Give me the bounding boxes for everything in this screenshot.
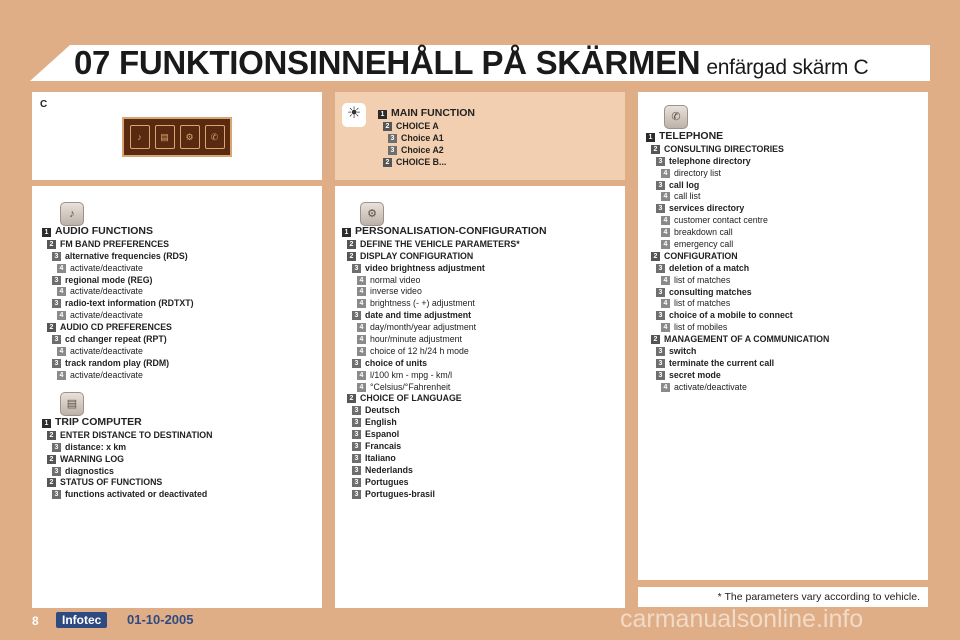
menu-item-label: activate/deactivate — [674, 381, 747, 392]
level-badge: 4 — [57, 311, 66, 320]
level-badge: 4 — [661, 240, 670, 249]
level-badge: 3 — [52, 335, 61, 344]
menu-item-label: activate/deactivate — [70, 345, 143, 356]
sun-icon: ☀ — [342, 103, 366, 127]
footnote: * The parameters vary according to vehicle. — [717, 591, 920, 603]
level-badge: 3 — [52, 276, 61, 285]
level-badge: 4 — [357, 371, 366, 380]
level-badge: 4 — [357, 299, 366, 308]
footnote-panel — [638, 587, 928, 607]
menu-item-label: MAIN FUNCTION — [391, 107, 475, 119]
menu-item-label: DISPLAY CONFIGURATION — [360, 250, 474, 261]
level-badge: 3 — [352, 454, 361, 463]
menu-item-label: CONFIGURATION — [664, 250, 738, 261]
level-badge: 4 — [357, 287, 366, 296]
menu-item-label: Portugues-brasil — [365, 488, 435, 499]
menu-item-label: distance: x km — [65, 441, 127, 452]
menu-item-label: list of matches — [674, 274, 731, 285]
menu-item-label: choice of 12 h/24 h mode — [370, 345, 469, 356]
menu-item-label: Espanol — [365, 429, 400, 440]
footer-date: 01-10-2005 — [127, 612, 194, 627]
menu-item-label: Italiano — [365, 452, 396, 463]
menu-item-label: Deutsch — [365, 405, 400, 416]
page-number: 8 — [32, 614, 39, 628]
monochrome-screen-image — [122, 117, 232, 157]
menu-item-label: customer contact centre — [674, 215, 768, 226]
menu-item-label: ENTER DISTANCE TO DESTINATION — [60, 429, 213, 440]
level-badge: 4 — [357, 276, 366, 285]
menu-item-label: AUDIO FUNCTIONS — [55, 225, 153, 237]
level-badge: 3 — [656, 204, 665, 213]
menu-item-label: Choice A2 — [401, 144, 444, 155]
menu-item-label: services directory — [669, 203, 745, 214]
brand-logo: Infotec — [56, 612, 107, 628]
level-badge: 4 — [661, 216, 670, 225]
menu-item-label: activate/deactivate — [70, 369, 143, 380]
level-badge: 4 — [661, 169, 670, 178]
level-badge: 2 — [47, 478, 56, 487]
audio-icon: ♪ — [130, 125, 150, 149]
level-badge: 1 — [342, 228, 351, 237]
level-badge: 3 — [388, 146, 397, 155]
menu-item-label: call list — [674, 191, 701, 202]
level-badge: 4 — [57, 287, 66, 296]
menu-item-label: WARNING LOG — [60, 453, 125, 464]
level-badge: 3 — [52, 443, 61, 452]
level-badge: 3 — [352, 418, 361, 427]
level-badge: 2 — [651, 252, 660, 261]
level-badge: 3 — [352, 359, 361, 368]
level-badge: 2 — [47, 455, 56, 464]
menu-item-label: activate/deactivate — [70, 310, 143, 321]
phone-icon: ✆ — [664, 105, 688, 129]
level-badge: 3 — [52, 299, 61, 308]
menu-item-label: CHOICE A — [396, 120, 439, 131]
menu-item-label: radio-text information (RDTXT) — [65, 298, 194, 309]
audio-icon: ♪ — [60, 202, 84, 226]
menu-item-label: day/month/year adjustment — [370, 322, 477, 333]
level-badge: 3 — [656, 359, 665, 368]
menu-item-label: activate/deactivate — [70, 262, 143, 273]
menu-item-label: regional mode (REG) — [65, 274, 153, 285]
menu-item-label: terminate the current call — [669, 357, 775, 368]
menu-item-label: consulting matches — [669, 286, 752, 297]
level-badge: 4 — [661, 192, 670, 201]
level-badge: 4 — [661, 299, 670, 308]
level-badge: 4 — [357, 347, 366, 356]
menu-item-label: Francais — [365, 441, 402, 452]
menu-item-label: DEFINE THE VEHICLE PARAMETERS* — [360, 238, 520, 249]
level-badge: 4 — [357, 383, 366, 392]
menu-item-label: l/100 km - mpg - km/l — [370, 369, 453, 380]
menu-item-label: PERSONALISATION-CONFIGURATION — [355, 225, 547, 237]
menu-item-label: hour/minute adjustment — [370, 334, 462, 345]
menu-item-label: video brightness adjustment — [365, 262, 485, 273]
level-badge: 3 — [352, 264, 361, 273]
level-badge: 2 — [47, 431, 56, 440]
menu-item-label: CHOICE OF LANGUAGE — [360, 393, 462, 404]
level-badge: 4 — [57, 371, 66, 380]
menu-item-label: °Celsius/°Fahrenheit — [370, 381, 451, 392]
level-badge: 2 — [347, 252, 356, 261]
level-badge: 2 — [651, 145, 660, 154]
level-badge: 4 — [357, 335, 366, 344]
level-badge: 3 — [52, 359, 61, 368]
menu-item-label: list of mobiles — [674, 322, 728, 333]
page-title: 07 FUNKTIONSINNEHÅLL PÅ SKÄRMEN enfärgad skärm C — [74, 44, 869, 81]
level-badge: 3 — [656, 157, 665, 166]
level-badge: 3 — [656, 264, 665, 273]
menu-item-label: normal video — [370, 274, 421, 285]
menu-item-label: choice of a mobile to connect — [669, 310, 793, 321]
menu-item-label: brightness (- +) adjustment — [370, 298, 475, 309]
level-badge: 3 — [656, 311, 665, 320]
menu-item-label: FM BAND PREFERENCES — [60, 238, 169, 249]
menu-item-label: AUDIO CD PREFERENCES — [60, 322, 172, 333]
level-badge: 3 — [52, 490, 61, 499]
level-badge: 3 — [52, 252, 61, 261]
menu-item-label: telephone directory — [669, 155, 751, 166]
legend-panel — [335, 92, 625, 180]
level-badge: 2 — [383, 122, 392, 131]
menu-item-label: Portugues — [365, 476, 409, 487]
level-badge: 2 — [383, 158, 392, 167]
menu-item-label: cd changer repeat (RPT) — [65, 334, 167, 345]
level-badge: 3 — [352, 466, 361, 475]
menu-item-label: functions activated or deactivated — [65, 489, 208, 500]
menu-item-label: list of matches — [674, 298, 731, 309]
level-badge: 3 — [656, 347, 665, 356]
menu-item-label: STATUS OF FUNCTIONS — [60, 477, 163, 488]
trip-computer-icon: ▤ — [60, 392, 84, 416]
watermark: carmanualsonline.info — [620, 605, 864, 633]
level-badge: 3 — [656, 288, 665, 297]
menu-item-label: call log — [669, 179, 700, 190]
menu-item-label: track random play (RDM) — [65, 357, 170, 368]
settings-icon: ⚙ — [360, 202, 384, 226]
level-badge: 2 — [347, 240, 356, 249]
menu-item-label: alternative frequencies (RDS) — [65, 250, 188, 261]
menu-item-label: choice of units — [365, 357, 428, 368]
menu-item-label: secret mode — [669, 369, 721, 380]
level-badge: 4 — [661, 228, 670, 237]
level-badge: 2 — [651, 335, 660, 344]
menu-item-label: CONSULTING DIRECTORIES — [664, 143, 784, 154]
level-badge: 1 — [42, 419, 51, 428]
menu-item-label: TRIP COMPUTER — [55, 416, 142, 428]
menu-item-label: deletion of a match — [669, 262, 750, 273]
level-badge: 3 — [656, 371, 665, 380]
menu-item-label: TELEPHONE — [659, 130, 724, 142]
menu-item-label: Choice A1 — [401, 132, 444, 143]
trip-computer-icon: ▤ — [155, 125, 175, 149]
level-badge: 4 — [57, 347, 66, 356]
level-badge: 4 — [661, 323, 670, 332]
menu-item-label: date and time adjustment — [365, 310, 472, 321]
menu-item-label: diagnostics — [65, 465, 114, 476]
level-badge: 4 — [357, 323, 366, 332]
level-badge: 3 — [52, 467, 61, 476]
level-badge: 3 — [352, 490, 361, 499]
screen-label: C — [40, 99, 48, 110]
menu-item-label: English — [365, 417, 397, 428]
page-subtitle: enfärgad skärm C — [706, 56, 869, 79]
level-badge: 3 — [388, 134, 397, 143]
menu-item-label: inverse video — [370, 286, 422, 297]
menu-item-label: MANAGEMENT OF A COMMUNICATION — [664, 334, 830, 345]
settings-icon: ⚙ — [180, 125, 200, 149]
level-badge: 2 — [47, 240, 56, 249]
menu-item-label: directory list — [674, 167, 721, 178]
menu-item-label: Nederlands — [365, 464, 413, 475]
level-badge: 3 — [352, 311, 361, 320]
level-badge: 2 — [347, 394, 356, 403]
menu-item-label: switch — [669, 346, 697, 357]
level-badge: 1 — [42, 228, 51, 237]
level-badge: 1 — [646, 133, 655, 142]
level-badge: 1 — [378, 110, 387, 119]
level-badge: 4 — [57, 264, 66, 273]
menu-item-label: activate/deactivate — [70, 286, 143, 297]
level-badge: 4 — [661, 276, 670, 285]
level-badge: 2 — [47, 323, 56, 332]
phone-icon: ✆ — [205, 125, 225, 149]
level-badge: 4 — [661, 383, 670, 392]
level-badge: 3 — [656, 181, 665, 190]
level-badge: 3 — [352, 406, 361, 415]
menu-item-label: CHOICE B... — [396, 156, 447, 167]
level-badge: 3 — [352, 478, 361, 487]
menu-item-label: breakdown call — [674, 227, 733, 238]
level-badge: 3 — [352, 442, 361, 451]
level-badge: 3 — [352, 430, 361, 439]
menu-item-label: emergency call — [674, 239, 734, 250]
